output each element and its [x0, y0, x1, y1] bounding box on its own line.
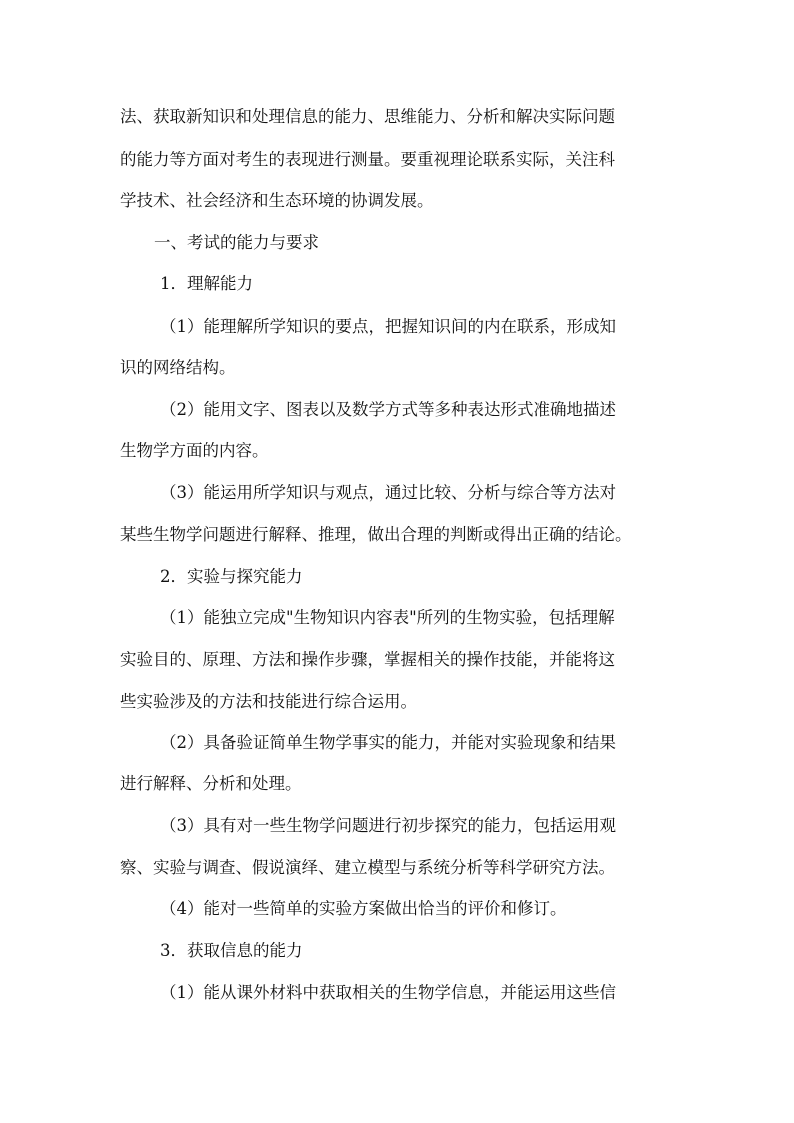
text-line: 识的网络结构。	[120, 358, 236, 377]
text-line: 进行解释、分析和处理。	[120, 774, 302, 793]
text-line: 实验目的、原理、方法和操作步骤，掌握相关的操作技能，并能将这	[120, 650, 615, 669]
text-line: 学技术、社会经济和生态环境的协调发展。	[120, 191, 434, 210]
text-line: （1）能理解所学知识的要点，把握知识间的内在联系，形成知	[160, 317, 616, 336]
text-line: （2）能用文字、图表以及数学方式等多种表达形式准确地描述	[160, 400, 616, 419]
text-line: 些实验涉及的方法和技能进行综合运用。	[120, 692, 417, 711]
subsection-heading: 2．实验与探究能力	[160, 567, 303, 586]
subsection-heading: 1．理解能力	[160, 274, 253, 293]
text-line: 察、实验与调查、假说演绎、建立模型与系统分析等科学研究方法。	[120, 858, 615, 877]
text-line: （2）具备验证简单生物学事实的能力，并能对实验现象和结果	[160, 733, 616, 752]
text-line: （1）能独立完成"生物知识内容表"所列的生物实验，包括理解	[160, 608, 615, 627]
text-line: 的能力等方面对考生的表现进行测量。要重视理论联系实际，关注科	[120, 150, 615, 169]
section-heading: 一、考试的能力与要求	[154, 233, 319, 252]
text-line: 生物学方面的内容。	[120, 441, 269, 460]
text-line: 某些生物学问题进行解释、推理，做出合理的判断或得出正确的结论。	[120, 525, 632, 544]
text-line: （3）具有对一些生物学问题进行初步探究的能力，包括运用观	[160, 816, 616, 835]
text-line: （3）能运用所学知识与观点，通过比较、分析与综合等方法对	[160, 483, 616, 502]
text-line: （1）能从课外材料中获取相关的生物学信息，并能运用这些信	[160, 983, 616, 1002]
text-line: （4）能对一些简单的实验方案做出恰当的评价和修订。	[160, 899, 567, 918]
subsection-heading: 3．获取信息的能力	[160, 941, 303, 960]
text-line: 法、获取新知识和处理信息的能力、思维能力、分析和解决实际问题	[120, 107, 615, 126]
